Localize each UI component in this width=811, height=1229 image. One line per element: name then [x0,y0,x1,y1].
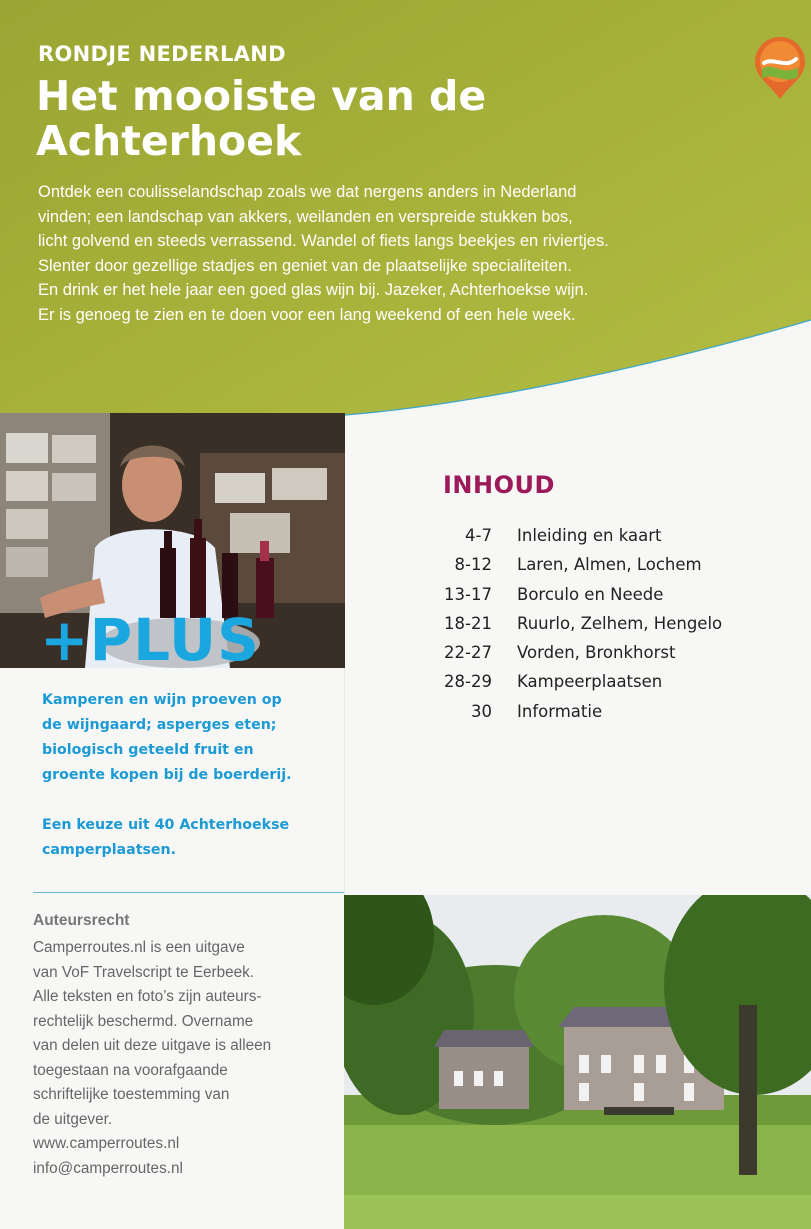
toc-row [420,614,800,643]
plus-text: Kamperen en wijn proeven op de wijngaard; asperges eten; biologisch geteeld fruit en groente kopen bij de boerderij. [42,692,292,783]
toc-row [420,555,800,584]
toc-label: Kampeerplaatsen [517,672,663,692]
toc-pages: 28-29 [444,672,492,692]
toc-label: Inleiding en kaart [517,526,662,545]
plus-label: +PLUS [40,606,260,674]
castle-photo [344,895,811,1229]
toc-pages: 22-27 [444,643,492,663]
toc-label: Ruurlo, Zelhem, Hengelo [517,613,723,633]
toc-row [420,526,800,555]
copyright-title: Auteursrecht [33,912,130,929]
page-title: Het mooiste van de Achterhoek [36,72,487,165]
toc-label: Borculo en Neede [517,584,664,604]
toc-label: Informatie [517,701,603,721]
toc-row [420,672,800,701]
toc-title: INHOUD [443,471,555,499]
toc-row [420,702,800,731]
toc-label: Vorden, Bronkhorst [517,643,676,663]
toc-pages: 30 [471,701,492,721]
toc-pages: 8-12 [454,555,492,575]
toc-pages: 18-21 [444,613,492,633]
section-kicker: RONDJE NEDERLAND [38,42,286,66]
toc-row [420,585,800,614]
toc-row [420,643,800,672]
page-fold [344,413,345,895]
toc-label: Laren, Almen, Lochem [517,555,702,575]
camperroutes-logo-icon [752,33,808,103]
intro-paragraph: Ontdek een coulisselandschap zoals we dat nergens anders in Nederland vinden; een landschap van akkers, weilanden en verspreide stukken bos, licht golvend en steeds verrassend. Wandel of fiets langs beekjes en riviertjes. Slenter door gezellige stadjes en geniet van de plaatselijke specialiteiten. En drink er het hele jaar een goed glas wijn bij. Jazeker, Achterhoekse wijn. Er is genoeg te zien en te doen voor een lang weekend of een hele week. [38,183,609,324]
copyright-body: Camperroutes.nl is een uitgave van VoF Travelscript te Eerbeek. Alle teksten en foto’s zijn auteurs- rechtelijk beschermd. Overname van delen uit deze uitgave is alleen toegestaan na voorafgaande schriftelijke toestemming van de uitgever. www.camperroutes.nl info@camperroutes.nl [33,939,272,1177]
toc-pages: 13-17 [444,584,492,604]
divider-line [33,892,344,893]
table-of-contents [420,526,800,731]
plus-text-campsites: Een keuze uit 40 Achterhoekse camperplaatsen. [42,817,290,858]
toc-pages: 4-7 [465,526,492,545]
